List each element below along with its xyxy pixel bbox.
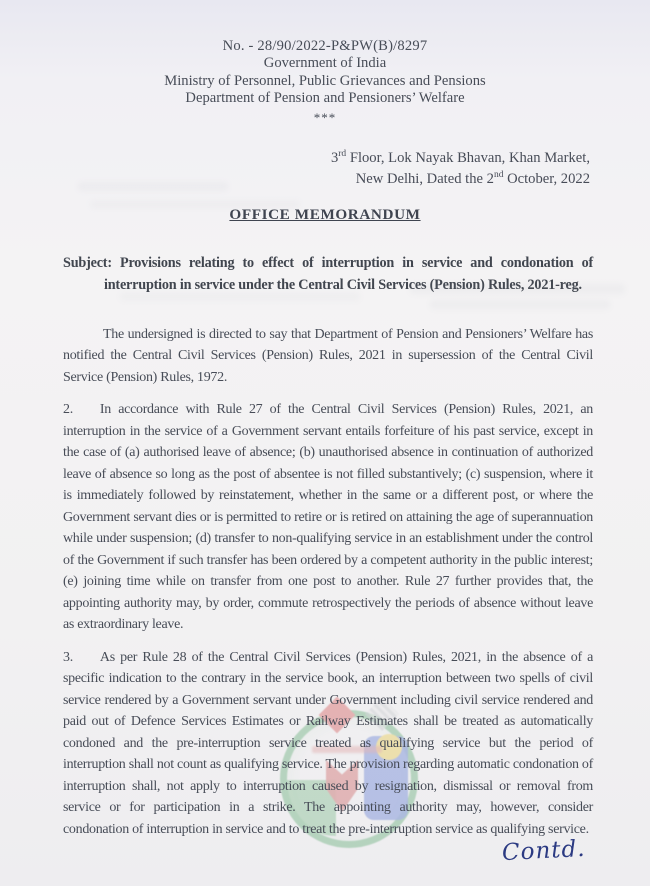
memo-body [63,324,593,841]
asterisk-separator: *** [313,110,337,126]
org-line-ministry: Ministry of Personnel, Public Grievances and Pensions [164,72,486,89]
scan-bleed-smudge [90,200,300,209]
org-line-government: Government of India [263,55,387,72]
paragraph-3-text: As per Rule 28 of the Central Civil Services (Pension) Rules, 2021, in the absence of a specific indication to the contrary in the service book, an interruption between two spells of civil service rendered by a Government servant under Government including civil service rendered and paid out of Defence Services Estimates or Railway Estimates shall be treated as automatically condoned and the pre-interruption service treated as qualifying service but the period of interruption shall not count as qualifying service. The provision regarding automatic condonation of interruption shall, not apply to interruption caused by resignation, dismissal or removal from service or for participation in a strike. The appointing authority may, however, consider condonation of interruption in service and to treat the pre-interruption service as qualifying service. [63,649,593,837]
date-line: New Delhi, Dated the 2nd October, 2022 [355,170,590,187]
subject-text: Provisions relating to effect of interruption in service and condonation of interruption in service under the Central Civil Services (Pension) Rules, 2021-reg. [104,255,593,294]
scan-bleed-smudge [430,300,610,309]
subject-label: Subject: [63,255,112,272]
paragraph-2-number: 2. [63,402,73,418]
paragraph-1-text: The undersigned is directed to say that Department of Pension and Pensioners’ Welfare has notified the Central Civil Services (Pension) Rules, 2021 in supersession of the Central Civil Service (Pension) Rules, 1972. [63,326,593,385]
handwritten-contd-note: Contd. [501,835,587,867]
scan-bleed-smudge [120,292,360,301]
ordinal-superscript: nd [493,170,504,181]
paragraph-2 [63,399,593,636]
paragraph-3-number: 3. [63,649,73,665]
letterhead [0,0,650,126]
paragraph-1 [63,324,593,389]
paragraph-3 [63,647,593,841]
reference-number: No. - 28/90/2022-P&PW(B)/8297 [222,38,428,54]
paragraph-2-text: In accordance with Rule 27 of the Central Civil Services (Pension) Rules, 2021, an interruption in the service of a Government servant entails forfeiture of his past service, except in the case of (a) authorised leave of absence; (b) unauthorised absence in continuation of authorized leave of absence so long as the post of absentee is not filled substantively; (c) suspension, where it is immediately followed by reinstatement, whether in the same or a different post, or where the Government servant dies or is permitted to retire or is retired on attaining the age of superannuation while under suspension; (d) transfer to non-qualifying service in an establishment under the control of the Government if such transfer has been ordered by a competent authority in the public interest; (e) joining time while on transfer from one post to another. Rule 27 further provides that, the appointing authority may, by order, commute retrospectively the periods of absence without leave as extraordinary leave. [63,402,593,633]
ordinal-superscript: rd [338,149,347,160]
memo-heading: OFFICE MEMORANDUM [229,206,421,224]
scan-bleed-smudge [410,284,625,294]
org-line-department: Department of Pension and Pensioners’ Welfare [185,89,465,106]
scan-bleed-smudge [78,182,228,191]
address-line: 3rd Floor, Lok Nayak Bhavan, Khan Market, [330,149,590,167]
